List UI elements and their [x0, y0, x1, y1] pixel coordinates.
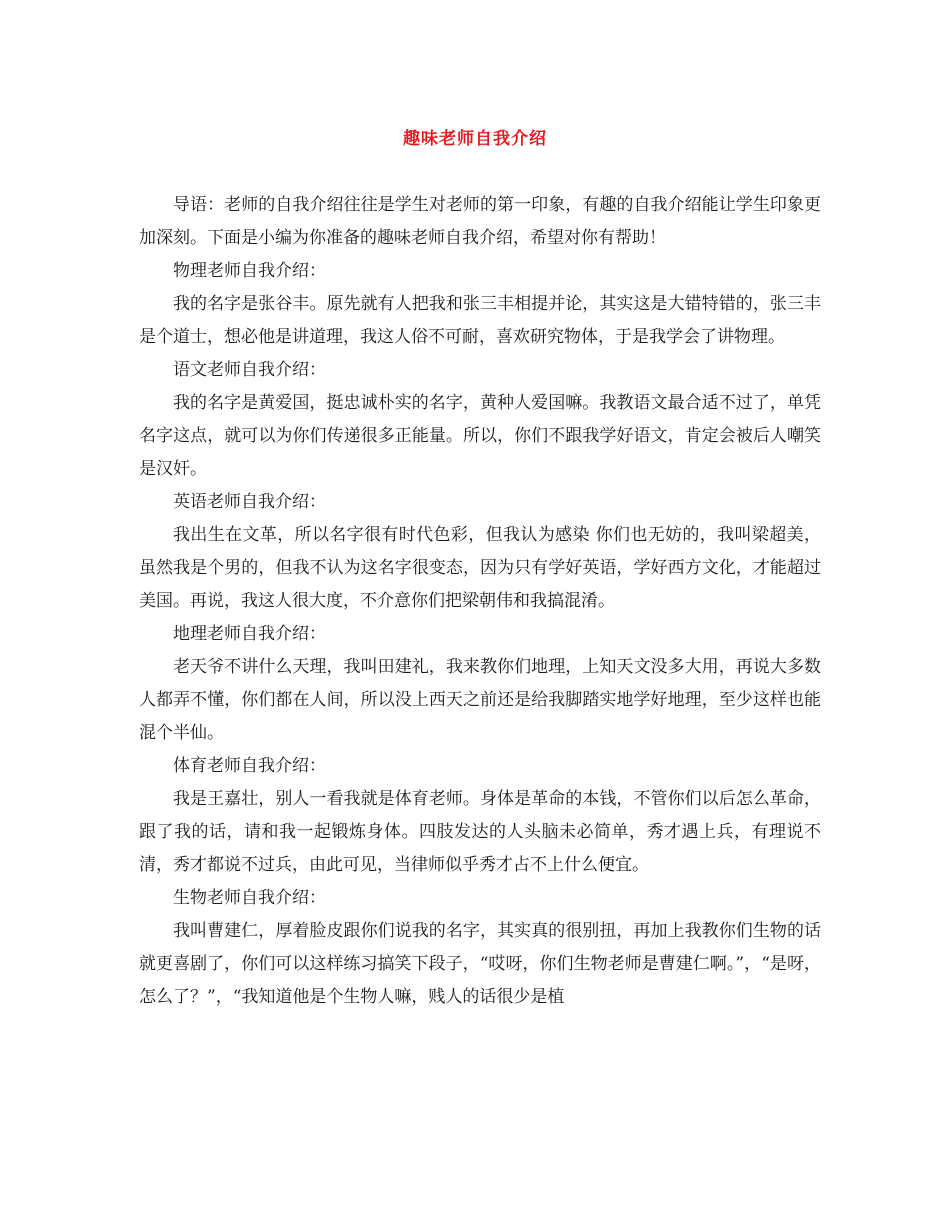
section-heading-chinese: 语文老师自我介绍： — [173, 360, 326, 380]
chinese-paragraph: 我的名字是黄爱国，挺忠诚朴实的名字，黄种人爱国嘛。我教语文最合适不过了，单凭名字这点，就可以为你们传递很多正能量。所以，你们不跟我学好语文，肯定会被后人嘲笑是汉奸。 — [139, 393, 821, 479]
geography-paragraph: 老天爷不讲什么天理，我叫田建礼，我来教你们地理，上知天文没多大用，再说大多数人都弄不懂，你们都在人间，所以没上西天之前还是给我脚踏实地学好地理，至少这样也能混个半仙。 — [139, 657, 821, 743]
document-title: 趣味老师自我介绍 — [403, 129, 547, 149]
section-heading-english: 英语老师自我介绍： — [173, 492, 326, 512]
document-body — [139, 189, 821, 1014]
biology-paragraph: 我叫曹建仁，厚着脸皮跟你们说我的名字，其实真的很别扭，再加上我教你们生物的话就更喜剧了，你们可以这样练习搞笑下段子，“哎呀，你们生物老师是曹建仁啊。”，“是呀，怎么了？”，“我知道他是个生物人嘛，贱人的话很少是植 — [139, 921, 821, 1007]
section-heading-physics: 物理老师自我介绍： — [173, 261, 326, 281]
physics-paragraph: 我的名字是张谷丰。原先就有人把我和张三丰相提并论，其实这是大错特错的，张三丰是个道士，想必他是讲道理，我这人俗不可耐，喜欢研究物体，于是我学会了讲物理。 — [139, 294, 821, 347]
intro-paragraph: 导语：老师的自我介绍往往是学生对老师的第一印象，有趣的自我介绍能让学生印象更加深刻。下面是小编为你准备的趣味老师自我介绍，希望对你有帮助！ — [139, 195, 821, 248]
section-heading-geography: 地理老师自我介绍： — [173, 624, 326, 644]
english-paragraph: 我出生在文革，所以名字很有时代色彩，但我认为感染 你们也无妨的，我叫梁超美，虽然我是个男的，但我不认为这名字很变态，因为只有学好英语，学好西方文化，才能超过美国。再说，我这人很大度，不介意你们把梁朝伟和我搞混淆。 — [139, 525, 821, 611]
pe-paragraph: 我是王嘉壮，别人一看我就是体育老师。身体是革命的本钱，不管你们以后怎么革命，跟了我的话，请和我一起锻炼身体。四肢发达的人头脑未必简单，秀才遇上兵，有理说不清，秀才都说不过兵，由此可见，当律师似乎秀才占不上什么便宜。 — [139, 789, 821, 875]
section-heading-pe: 体育老师自我介绍： — [173, 756, 326, 776]
section-heading-biology: 生物老师自我介绍： — [173, 888, 326, 908]
